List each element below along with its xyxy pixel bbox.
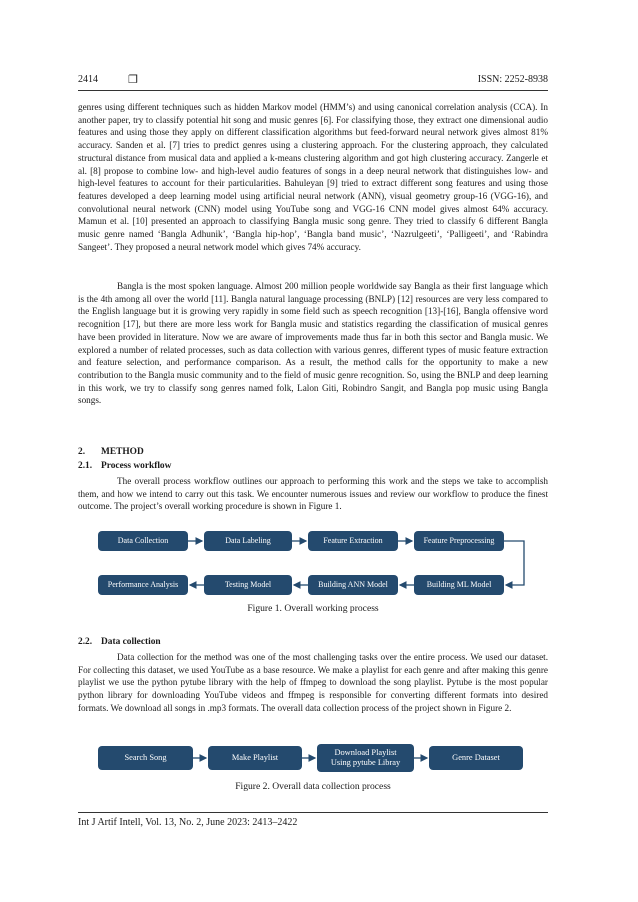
fig1-building-ml-model: Building ML Model (414, 575, 504, 595)
fig2-search-song: Search Song (98, 746, 193, 770)
paragraph-1: genres using different techniques such as hidden Markov model (HMM’s) and using canonical correlation analysis (CCA). In another paper, try to classify potential hit song and music genres [6]. For classifying those, they extract one dimensional audio features and using those they apply on different classification algorithms but feed-forward neural network gives almost 81% accuracy. Sanden et al. [7] tries to predict genres using a clustering approach. For the clustering approach, they calculated structural distance from musical data and applied a k-means clustering algorithm and got high clustering accuracy. Zangerle et al. [8] propose to combine low- and high-level audio features of songs in a deep neural network that distinguishes low- and high-level features to account for their particularities. Bahuleyan [9] tried to extract different song features and using those features developed a deep learning model using artificial neural network (ANN), visual geometry group-16 (VGG-16), and convolutional neural network (CNN) model using YouTube song and VGG-16 CNN model gives almost 64% accuracy. Mamun et al. [10] presented an approach to classifying Bangla music song genre. They tried to classify 6 different Bangla music genre named ‘Bangla Adhunik’, ‘Bangla hip-hop’, ‘Bangla band music’, ‘Nazrulgeeti’, ‘Palligeeti’, and ‘Rabindra Sangeet’. They proposed a neural network model which gives 74% accuracy. (78, 102, 548, 252)
fig1-data-collection: Data Collection (98, 531, 188, 551)
fig2-download-line2: Using pytube Libray (330, 758, 401, 767)
fig1-arrow-wrap (504, 541, 524, 585)
subsection-title: Process workflow (101, 461, 172, 471)
fig1-performance-analysis: Performance Analysis (98, 575, 188, 595)
subsection-heading-2 (78, 637, 161, 647)
fig1-feature-preprocessing: Feature Preprocessing (414, 531, 504, 551)
paragraph-2: Bangla is the most spoken language. Almost 200 million people worldwide say Bangla as their first language which is the 4th among all over the world [11]. Bangla natural language processing (BNLP) [12] resources are very less compared to the English language but it is growing very rapidly in some field such as speech recognition [13]-[16], Bangla offensive word recognition [17], but there are more less work for Bangla music and statistics regarding the classification of musical genres have been provided in literature. Now we are aware of improvements made thus far in both this sector and Bangla music. We explored a number of related processes, such as data collection with various genres, different types of music feature extraction and feature selection, and performance comparison. As a result, the method calls for the opportunity to make a new contribution to the Bangla music community and to the field of music genre recognition. So, using the BNLP and deep learning in this work, we try to classify song genres named folk, Lalon Giti, Robindro Sangit, and Bangla pop music using Bangla songs. (78, 281, 548, 406)
fig1-testing-model: Testing Model (204, 575, 292, 595)
fig2-genre-dataset: Genre Dataset (429, 746, 523, 770)
fig1-feature-extraction: Feature Extraction (308, 531, 398, 551)
fig1-building-ann-model: Building ANN Model (308, 575, 398, 595)
subsection-number: 2.1. (78, 461, 93, 471)
section-title: METHOD (101, 447, 144, 457)
issn: ISSN: 2252-8938 (477, 74, 548, 85)
figure2-caption: Figure 2. Overall data collection process (235, 781, 391, 792)
subsection-number-2: 2.2. (78, 637, 93, 647)
page-number: 2414 (78, 74, 98, 85)
fig2-make-playlist: Make Playlist (208, 746, 302, 770)
fig2-download-line1: Download Playlist (334, 748, 397, 757)
section-number: 2. (78, 447, 86, 457)
paragraph-process-workflow: The overall process workflow outlines our approach to performing this work and the steps we take to accomplish them, and how we intend to carry out this task. We encounter numerous issues and review our workflow to produce the finest outcome. The project’s overall working procedure is shown in Figure 1. (78, 476, 548, 512)
footer-citation: Int J Artif Intell, Vol. 13, No. 2, June 2023: 2413–2422 (78, 817, 298, 828)
fig1-data-labeling: Data Labeling (204, 531, 292, 551)
paragraph-data-collection: Data collection for the method was one of the most challenging tasks over the entire process. We used our dataset. For collecting this dataset, we used YouTube as a base resource. We make a playlist for each genre and after making this genre playlist we use the python pytube library with the help of ffmpeg to download the song playlist. Pytube is the most popular python library for downloading YouTube videos and ffmpeg is responsible for converting different formats into desired formats. We download all songs in .mp3 formats. The overall data collection process of the project shown in Figure 2. (78, 652, 548, 713)
figure1-caption: Figure 1. Overall working process (247, 603, 379, 614)
subsection-title-2: Data collection (101, 637, 161, 647)
fig2-download-playlist (317, 744, 414, 772)
box-symbol: ❐ (128, 74, 138, 86)
footer-rule (78, 812, 548, 813)
